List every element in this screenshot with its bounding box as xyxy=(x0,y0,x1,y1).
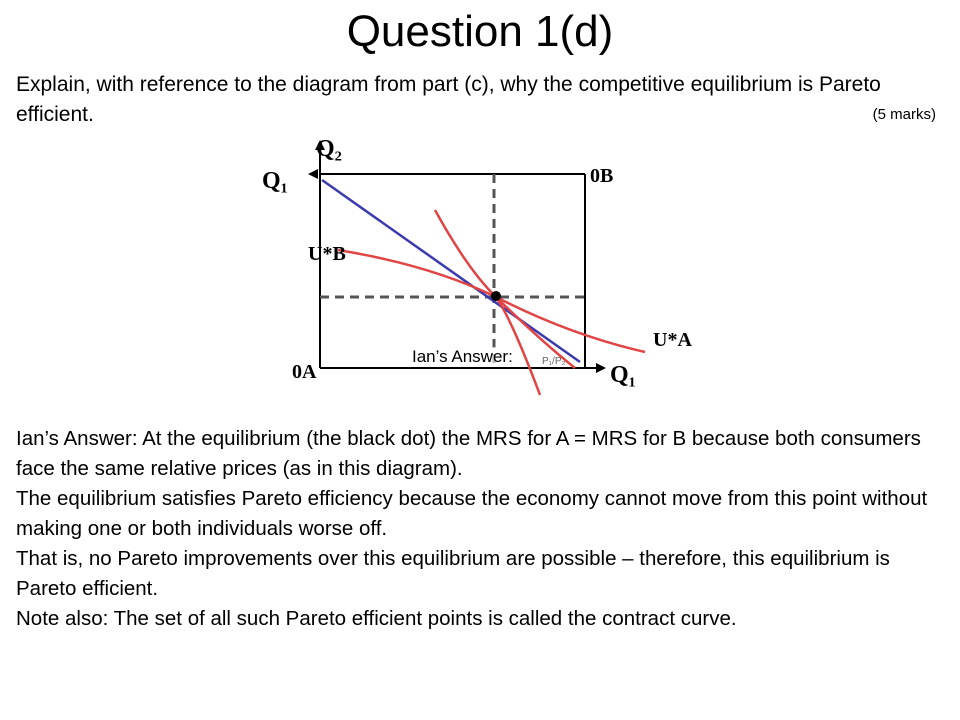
marks-label: (5 marks) xyxy=(872,106,936,123)
answer-line: Note also: The set of all such Pareto efficient points is called the contract curve. xyxy=(16,607,737,630)
u-star-b-label: U*B xyxy=(308,243,346,265)
answer-line: The equilibrium satisfies Pareto efficiency because the economy cannot move from this point without making one or both individuals worse off. xyxy=(16,487,928,540)
indifference-curve-steep xyxy=(496,297,540,395)
answer-line: Ian’s Answer: At the equilibrium (the black dot) the MRS for A = MRS for B because both consumers face the same relative prices (as in this diagram). xyxy=(16,427,921,480)
origin-b-label: 0B xyxy=(590,165,614,187)
u-star-a-label: U*A xyxy=(653,329,692,351)
q1-right-label: Q₁ xyxy=(610,362,636,388)
origin-a-label: 0A xyxy=(292,361,317,383)
answer-overlay-label: Ian’s Answer: xyxy=(412,347,513,366)
q2-top-label: Q₂ xyxy=(316,136,342,162)
q1-left-label: Q₁ xyxy=(262,168,288,194)
question-text: Explain, with reference to the diagram from part (c), why the competitive equilibrium is Pareto efficient. xyxy=(16,73,881,126)
equilibrium-dot xyxy=(491,291,501,301)
budget-line xyxy=(322,180,580,362)
answer-text xyxy=(16,424,946,634)
q1-axis-arrow-left xyxy=(308,169,318,179)
q1-axis-arrow-right xyxy=(596,363,606,373)
answer-line: That is, no Pareto improvements over this equilibrium are possible – therefore, this equilibrium is Pareto efficient. xyxy=(16,547,890,600)
slide-title: Question 1(d) xyxy=(346,7,614,56)
price-ratio-label: P₁/P₂ xyxy=(542,356,566,367)
